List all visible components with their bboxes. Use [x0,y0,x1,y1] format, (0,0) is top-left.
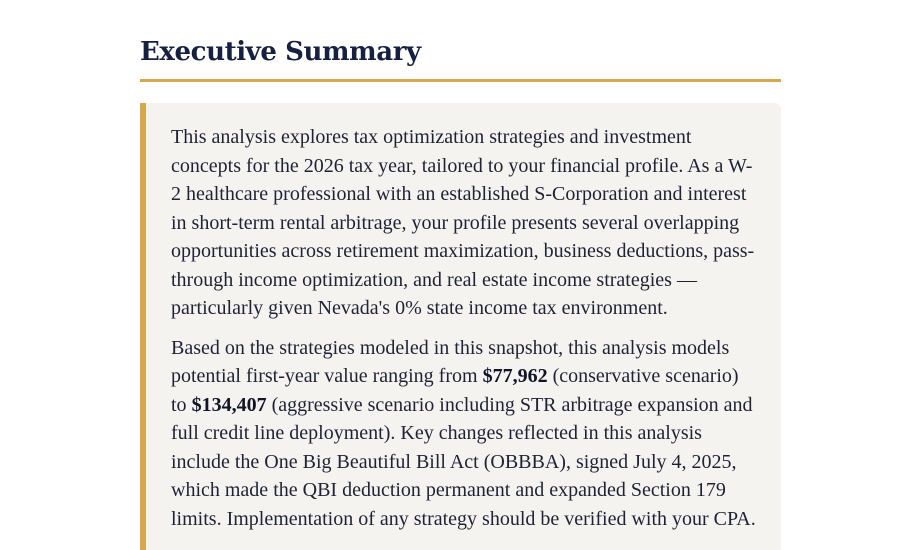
summary-paragraph-1: This analysis explores tax optimization strategies and investment concepts for the 2026 tax year, tailored to your financial profile. As a W-2 healthcare professional with an established S-Corporation and interest in short-term rental arbitrage, your profile presents several overlapping opportunities across retirement maximization, business deductions, pass-through income optimization, and real estate income strategies — particularly given Nevada's 0% state income tax environment. [171,126,755,319]
paragraph-2-text-c: (aggressive scenario including STR arbitrage expansion and full credit line deployment). Key changes reflected in this analysis include the One Big Beautiful Bill Act (OBBBA), signed July 4, 2025, which made the QBI deduction permanent and expanded Section 179 limits. Implementation of any strategy should be verified with your CPA. [171,393,756,530]
aggressive-value: $134,407 [191,393,267,416]
executive-summary-panel [140,103,781,550]
paragraph-2-text-b: (conservative scenario) to [171,365,739,416]
summary-paragraph-2 [171,334,757,534]
conservative-value: $77,962 [482,365,548,387]
section-title: Executive Summary [140,37,421,67]
title-underline [140,79,781,82]
paragraph-2-text-a: Based on the strategies modeled in this snapshot, this analysis models potential first-year value ranging from [171,336,730,387]
